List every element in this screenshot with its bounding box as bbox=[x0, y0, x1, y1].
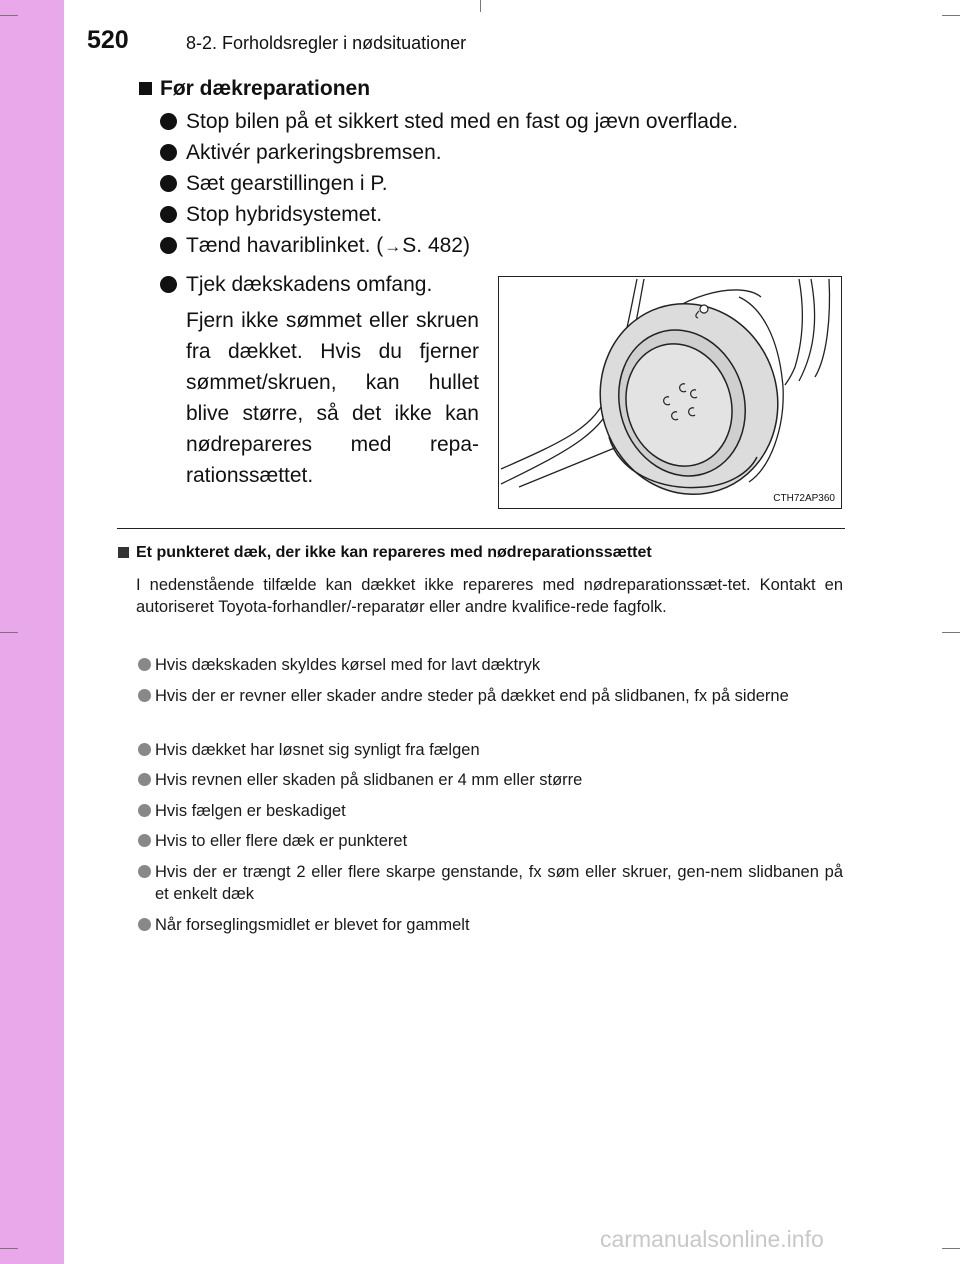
list-item: Stop bilen på et sikkert sted med en fast og jævn overflade. bbox=[186, 110, 739, 133]
list-item: Hvis der er revner eller skader andre steder på dækket end på slidbanen, fx på siderne bbox=[155, 687, 789, 705]
figure-code: CTH72AP360 bbox=[773, 493, 835, 504]
list-item: Hvis dækket har løsnet sig synligt fra fælgen bbox=[155, 741, 480, 759]
list-item: Tjek dækskadens omfang. bbox=[186, 273, 433, 296]
hazard-text-before: Tænd havariblinket. ( bbox=[186, 234, 384, 257]
list-item: Hvis der er trængt 2 eller flere skarpe genstande, fx søm eller skruer, gen-nem slidbanen på et enkelt dæk bbox=[155, 863, 843, 903]
list-item: Når forseglingsmidlet er blevet for gammelt bbox=[155, 916, 470, 934]
watermark: carmanualsonline.info bbox=[600, 1226, 824, 1252]
bullet-icon bbox=[138, 689, 151, 702]
list-item: Aktivér parkeringsbremsen. bbox=[186, 141, 442, 164]
bullet-icon bbox=[138, 865, 151, 878]
bullet-icon bbox=[160, 237, 177, 254]
page-reference: S. 482) bbox=[402, 234, 470, 257]
tire-illustration bbox=[498, 276, 842, 509]
list-item: Stop hybridsystemet. bbox=[186, 203, 383, 226]
list-item: Hvis dækskaden skyldes kørsel med for lavt dæktryk bbox=[155, 656, 541, 674]
tire-drawing bbox=[499, 277, 842, 509]
check-note: Fjern ikke sømmet eller skruen fra dækket. Hvis du fjerner sømmet/skruen, kan hullet blive større, så det ikke kan nødrepareres med repa-rationssættet. bbox=[186, 309, 479, 487]
bullet-icon bbox=[160, 206, 177, 223]
heading-square-icon bbox=[118, 547, 129, 558]
unrepairable-intro: I nedenstående tilfælde kan dækket ikke repareres med nødreparationssæt-tet. Kontakt en autoriseret Toyota-forhandler/-reparatør eller andre kvalifice-rede fagfolk. bbox=[136, 576, 843, 616]
bullet-icon bbox=[160, 175, 177, 192]
list-item: Hvis fælgen er beskadiget bbox=[155, 802, 346, 820]
before-repair-heading: Før dækreparationen bbox=[160, 77, 371, 100]
bullet-icon bbox=[138, 834, 151, 847]
list-item: Hvis revnen eller skaden på slidbanen er 4 mm eller større bbox=[155, 771, 583, 789]
bullet-icon bbox=[138, 918, 151, 931]
page-number: 520 bbox=[87, 26, 129, 54]
crop-mark bbox=[942, 15, 960, 16]
crop-mark bbox=[942, 1248, 960, 1249]
crop-mark bbox=[0, 15, 18, 16]
bullet-icon bbox=[138, 658, 151, 671]
list-item: Hvis to eller flere dæk er punkteret bbox=[155, 832, 408, 850]
unrepairable-heading: Et punkteret dæk, der ikke kan repareres med nødreparationssættet bbox=[136, 544, 652, 561]
bullet-icon bbox=[160, 113, 177, 130]
bullet-icon bbox=[138, 804, 151, 817]
crop-mark bbox=[480, 0, 481, 12]
bullet-icon bbox=[160, 276, 177, 293]
heading-square-icon bbox=[139, 82, 152, 95]
bullet-icon bbox=[160, 144, 177, 161]
section-title: 8-2. Forholdsregler i nødsituationer bbox=[186, 33, 467, 53]
bullet-icon bbox=[138, 773, 151, 786]
reference-arrow-icon: → bbox=[384, 237, 402, 256]
list-item: Sæt gearstillingen i P. bbox=[186, 172, 388, 195]
section-divider bbox=[117, 528, 845, 529]
crop-mark bbox=[0, 632, 18, 633]
hazard-item bbox=[186, 234, 470, 258]
bullet-icon bbox=[138, 743, 151, 756]
crop-mark bbox=[942, 632, 960, 633]
crop-mark bbox=[0, 1248, 18, 1249]
